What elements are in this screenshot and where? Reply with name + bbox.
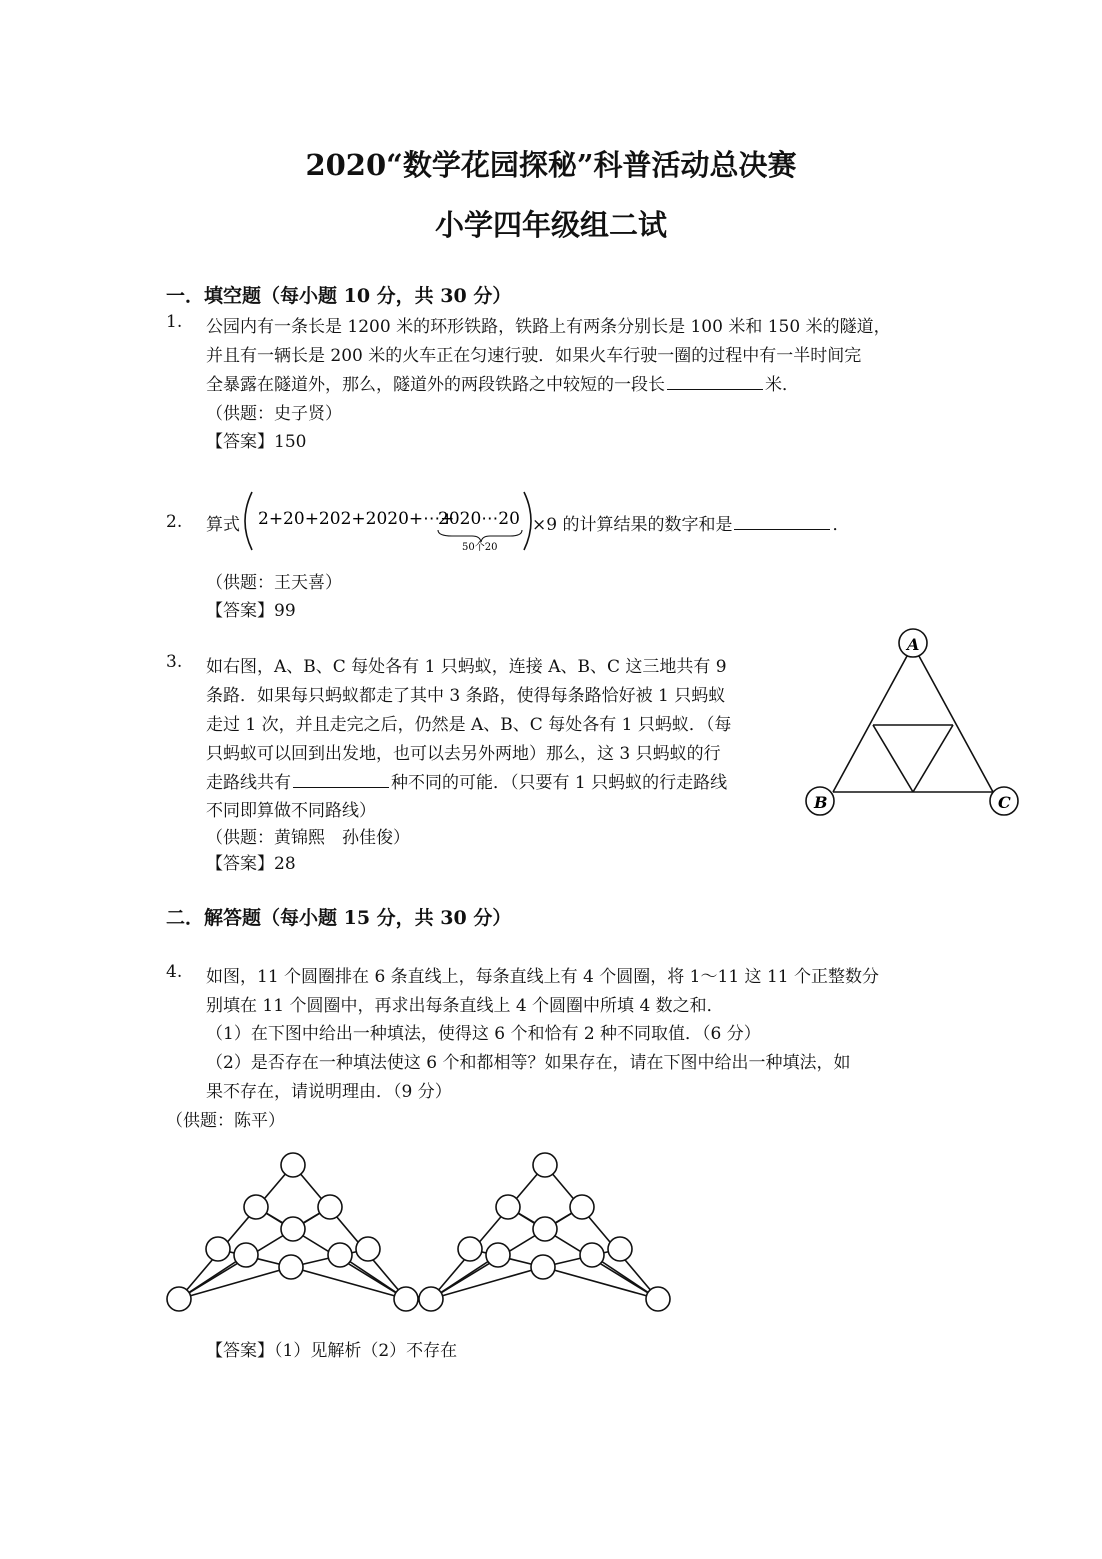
q1-line-3-unit: 米． xyxy=(765,375,799,395)
fill-in-circle[interactable] xyxy=(533,1217,557,1241)
figure-line xyxy=(545,1165,658,1299)
q3-line-6: 不同即算做不同路线） xyxy=(206,801,376,821)
q1-answer-blank[interactable] xyxy=(667,375,763,390)
edge-mid-right xyxy=(913,725,953,792)
fill-in-circle[interactable] xyxy=(318,1195,342,1219)
figure-line xyxy=(431,1165,545,1299)
q2-repeated-number: 2020⋯20 xyxy=(438,509,520,529)
q4-line-4: （2）是否存在一种填法使这 6 个和都相等？如果存在，请在下图中给出一种填法，如 xyxy=(206,1053,851,1073)
right-paren xyxy=(524,492,531,550)
q2-number: 2. xyxy=(166,512,183,532)
label-a: A xyxy=(907,635,920,654)
q1-line-3-text: 全暴露在隧道外，那么，隧道外的两段铁路之中较短的一段长 xyxy=(206,375,665,395)
label-b: B xyxy=(814,793,828,812)
q1-line-2: 并且有一辆长是 200 米的火车正在匀速行驶．如果火车行驶一圈的过程中有一半时间完 xyxy=(206,346,862,366)
section-2-heading: 二．解答题（每小题 15 分，共 30 分） xyxy=(166,907,512,929)
q2-suffix-line xyxy=(532,510,849,535)
q4-line-1: 如图，11 个圆圈排在 6 条直线上，每条直线上有 4 个圆圈，将 1～11 这 11 个正整数分 xyxy=(206,967,879,987)
q3-line-5-rest: 种不同的可能．（只要有 1 只蚂蚁的行走路线 xyxy=(391,773,728,793)
q4-circle-figures xyxy=(160,1145,680,1317)
q2-answer: 【答案】99 xyxy=(206,601,296,621)
circle-figure-2 xyxy=(419,1153,670,1311)
fill-in-circle[interactable] xyxy=(570,1195,594,1219)
fill-in-circle[interactable] xyxy=(608,1237,632,1261)
q3-line-2: 条路．如果每只蚂蚁都走了其中 3 条路，使得每条路恰好被 1 只蚂蚁 xyxy=(206,686,726,706)
fill-in-circle[interactable] xyxy=(279,1255,303,1279)
fill-in-circle[interactable] xyxy=(356,1237,380,1261)
q1-author: （供题：史子贤） xyxy=(206,404,342,424)
edge-a-b xyxy=(833,645,913,792)
q1-line-3 xyxy=(206,370,799,395)
edge-mid-left xyxy=(873,725,913,792)
q2-series: 2+20+202+2020+⋯+ xyxy=(258,509,455,529)
q3-answer: 【答案】28 xyxy=(206,854,296,874)
q4-answer: 【答案】（1）见解析（2）不存在 xyxy=(206,1341,458,1361)
q1-number: 1. xyxy=(166,312,183,332)
section-1-heading: 一．填空题（每小题 10 分，共 30 分） xyxy=(166,285,512,307)
q2-end: ． xyxy=(832,515,850,535)
q2-answer-blank[interactable] xyxy=(734,515,830,530)
q2-suffix: ×9 的计算结果的数字和是 xyxy=(532,515,733,535)
q3-line-1: 如右图，A、B、C 每处各有 1 只蚂蚁，连接 A、B、C 这三地共有 9 xyxy=(206,657,727,677)
fill-in-circle[interactable] xyxy=(244,1195,268,1219)
circle-figure-1 xyxy=(167,1153,418,1311)
q4-line-5: 果不存在，请说明理由．（9 分） xyxy=(206,1082,452,1102)
fill-in-circle[interactable] xyxy=(646,1287,670,1311)
fill-in-circle[interactable] xyxy=(167,1287,191,1311)
q3-answer-blank[interactable] xyxy=(293,773,389,788)
fill-in-circle[interactable] xyxy=(234,1243,258,1267)
q3-author: （供题：黄锦熙 孙佳俊） xyxy=(206,828,410,848)
q2-expression xyxy=(240,488,540,554)
label-c: C xyxy=(998,793,1011,812)
q1-answer: 【答案】150 xyxy=(206,432,307,452)
q4-author: （供题：陈平） xyxy=(166,1111,285,1131)
figure-line xyxy=(293,1165,406,1299)
edge-a-c xyxy=(913,645,993,792)
fill-in-circle[interactable] xyxy=(281,1153,305,1177)
fill-in-circle[interactable] xyxy=(496,1195,520,1219)
fill-in-circle[interactable] xyxy=(206,1237,230,1261)
figure-line xyxy=(431,1267,543,1299)
fill-in-circle[interactable] xyxy=(419,1287,443,1311)
q3-triangle-figure xyxy=(800,625,1026,821)
q2-author: （供题：王天喜） xyxy=(206,573,342,593)
fill-in-circle[interactable] xyxy=(533,1153,557,1177)
q4-number: 4. xyxy=(166,962,183,982)
figure-line xyxy=(179,1267,291,1299)
underbrace xyxy=(438,530,522,542)
fill-in-circle[interactable] xyxy=(531,1255,555,1279)
figure-line xyxy=(179,1165,293,1299)
fill-in-circle[interactable] xyxy=(458,1237,482,1261)
q3-line-3: 走过 1 次，并且走完之后，仍然是 A、B、C 每处各有 1 只蚂蚁．（每 xyxy=(206,715,732,735)
left-paren xyxy=(245,492,252,550)
page-subtitle: 小学四年级组二试 xyxy=(434,208,667,242)
fill-in-circle[interactable] xyxy=(281,1217,305,1241)
q3-line-5-text: 走路线共有 xyxy=(206,773,291,793)
q3-number: 3. xyxy=(166,652,183,672)
page-title: 2020“数学花园探秘”科普活动总决赛 xyxy=(305,148,797,182)
fill-in-circle[interactable] xyxy=(486,1243,510,1267)
q2-prefix: 算式 xyxy=(206,515,240,535)
fill-in-circle[interactable] xyxy=(394,1287,418,1311)
figure-line xyxy=(543,1267,658,1299)
figure-line xyxy=(291,1267,406,1299)
q3-line-4: 只蚂蚁可以回到出发地，也可以去另外两地）那么，这 3 只蚂蚁的行 xyxy=(206,744,721,764)
q4-line-2: 别填在 11 个圆圈中，再求出每条直线上 4 个圆圈中所填 4 数之和． xyxy=(206,996,724,1016)
fill-in-circle[interactable] xyxy=(328,1243,352,1267)
q4-line-3: （1）在下图中给出一种填法，使得这 6 个和恰有 2 种不同取值．（6 分） xyxy=(206,1024,761,1044)
q1-line-1: 公园内有一条长是 1200 米的环形铁路，铁路上有两条分别长是 100 米和 150 米的隧道， xyxy=(206,317,891,337)
q2-underbrace-label: 50个20 xyxy=(462,542,498,553)
q3-line-5 xyxy=(206,768,727,793)
fill-in-circle[interactable] xyxy=(580,1243,604,1267)
